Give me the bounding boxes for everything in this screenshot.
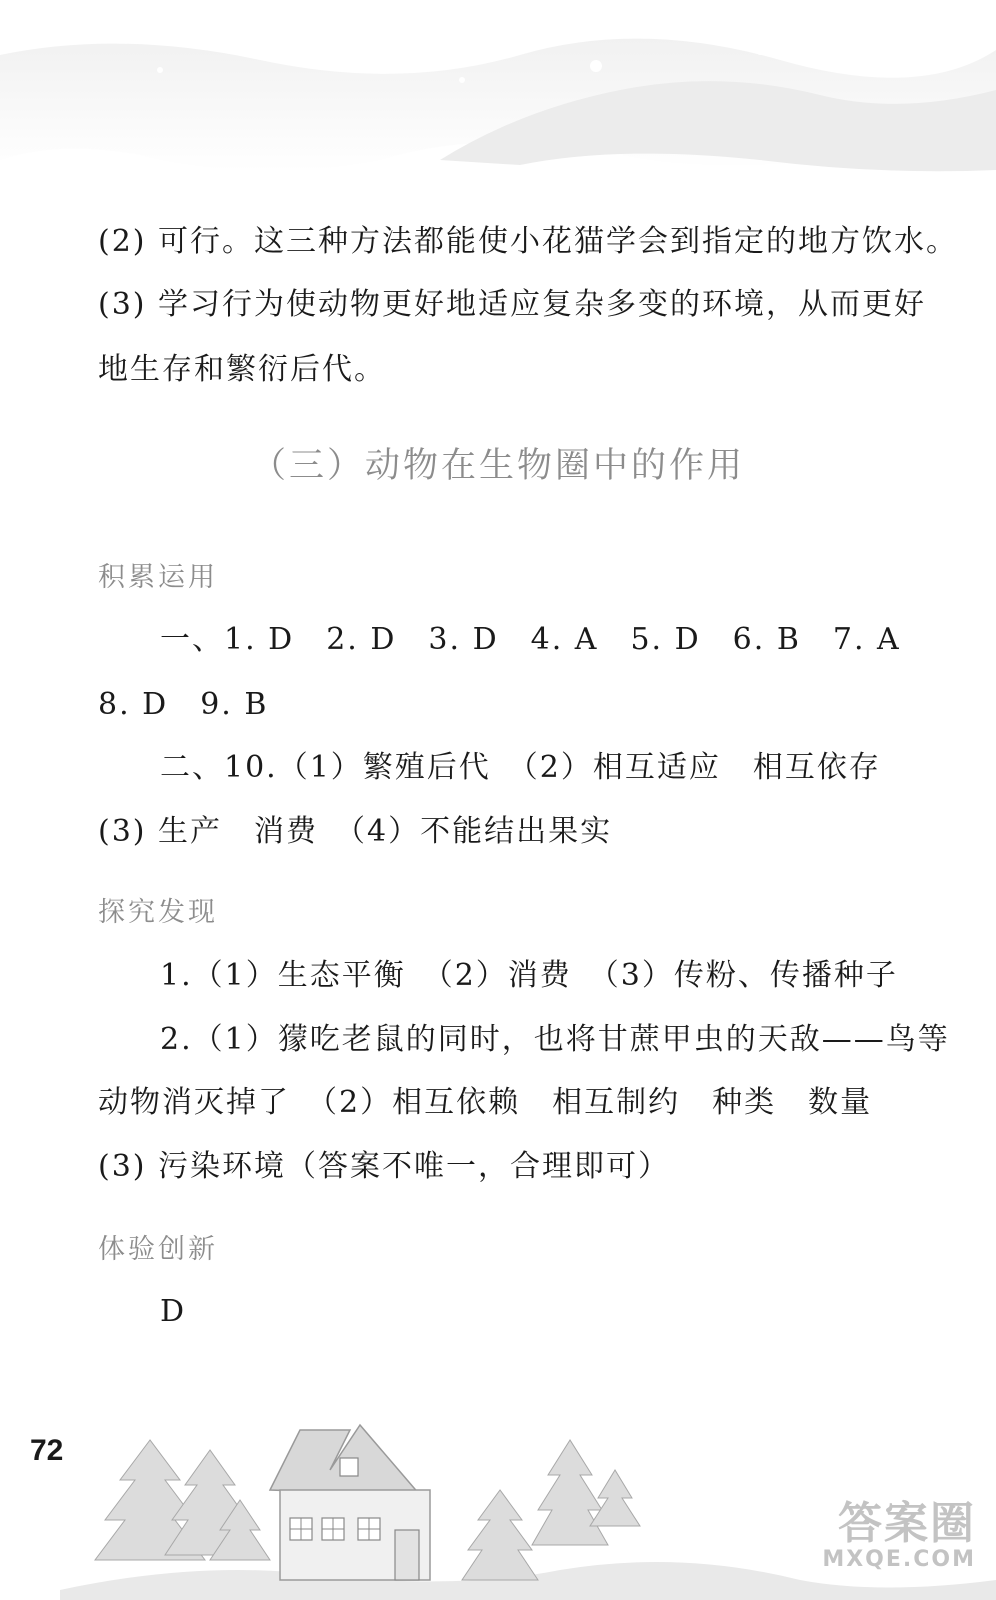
answer-line-3-cont: 地生存和繁衍后代。 bbox=[98, 352, 386, 387]
header-decoration bbox=[0, 0, 996, 200]
explore-line-4: (3) 污染环境（答案不唯一，合理即可） bbox=[98, 1149, 671, 1184]
watermark-logo bbox=[822, 1500, 976, 1572]
answer-line-2: (2) 可行。这三种方法都能使小花猫学会到指定的地方饮水。 bbox=[98, 224, 959, 259]
watermark-cn: 答案圈 bbox=[838, 1498, 976, 1549]
page-number: 72 bbox=[30, 1434, 64, 1467]
accumulate-line-3: 二、10.（1）繁殖后代 （2）相互适应 相互依存 bbox=[160, 750, 881, 785]
section-title: （三）动物在生物圈中的作用 bbox=[250, 446, 745, 486]
answer-line-3: (3) 学习行为使动物更好地适应复杂多变的环境，从而更好 bbox=[98, 287, 927, 322]
explore-line-3: 动物消灭掉了 （2）相互依赖 相互制约 种类 数量 bbox=[98, 1085, 873, 1120]
accumulate-line-2: 8. D 9. B bbox=[98, 687, 269, 722]
explore-line-2: 2.（1）獴吃老鼠的同时，也将甘蔗甲虫的天敌——鸟等 bbox=[160, 1022, 950, 1057]
experience-answer: D bbox=[160, 1294, 187, 1329]
house-icon bbox=[270, 1425, 430, 1580]
subheading-experience: 体验创新 bbox=[98, 1234, 218, 1265]
accumulate-line-4: (3) 生产 消费 （4）不能结出果实 bbox=[98, 814, 613, 849]
accumulate-line-1: 一、1. D 2. D 3. D 4. A 5. D 6. B 7. A bbox=[160, 622, 901, 657]
explore-line-1: 1.（1）生态平衡 （2）消费 （3）传粉、传播种子 bbox=[160, 958, 898, 993]
subheading-accumulate: 积累运用 bbox=[98, 562, 218, 593]
watermark-en: MXQE.COM bbox=[822, 1547, 976, 1572]
subheading-explore: 探究发现 bbox=[98, 897, 218, 928]
